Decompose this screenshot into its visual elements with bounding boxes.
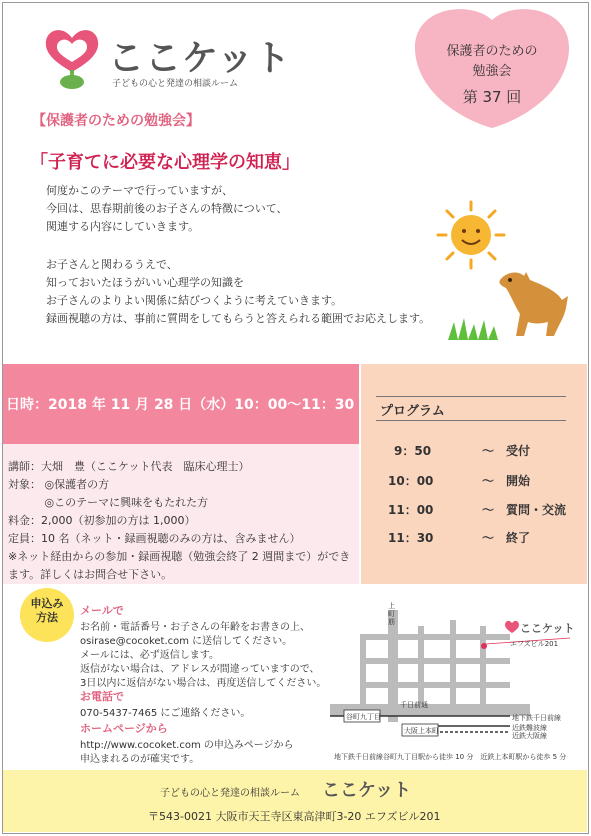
badge-session-number: 第 37 回: [462, 88, 522, 106]
program-rule-top: [376, 396, 566, 397]
dog-icon: [496, 266, 570, 338]
program-time: 10：00: [388, 474, 434, 488]
map-building: エフズビル201: [510, 640, 559, 648]
map-station-tanimachi: 谷町九丁目: [346, 713, 381, 721]
program-label: 質問・交流: [506, 503, 567, 517]
map-brand: ここケット: [520, 622, 575, 635]
map-street-vertical: 上町筋: [388, 602, 395, 626]
apply-mail-line: 返信がない場合は、アドレスが間違っていますので、: [80, 664, 320, 675]
detail-note-2: ます。詳しくはお問合せ下さい。: [8, 568, 173, 581]
apply-badge-line-1: 申込み: [30, 597, 64, 610]
program-time: 11：30: [388, 531, 434, 545]
map-caption: 地下鉄千日前線谷町九丁目駅から徒歩 10 分 近鉄上本町駅から徒歩 5 分: [334, 753, 567, 761]
intro-line: 今回は、思春期前後のお子さんの特徴について、: [46, 202, 288, 215]
logo-text: ここケット: [108, 38, 292, 79]
program-time: 9：50: [394, 444, 432, 458]
body-line: お子さんのよりよい関係に結びつくように考えていきます。: [46, 294, 343, 307]
apply-phone-heading: お電話で: [80, 690, 124, 703]
apply-web-heading: ホームページから: [80, 722, 168, 735]
apply-phone-line: 070-5437-7465 にご連絡ください。: [80, 708, 251, 719]
map-street-horizontal: 千日前通: [400, 701, 428, 709]
program-dash: 〜: [482, 503, 495, 517]
body-line: お子さんと関わるうえで、: [46, 258, 178, 271]
intro-paragraph: [46, 182, 288, 236]
map-station-uehonmachi: 大阪上本町: [404, 727, 439, 735]
apply-mail-line: osirase@cocoket.com に送信してください。: [80, 636, 293, 647]
event-type: 【保護者のための勉強会】: [32, 113, 200, 129]
grass-icon: [448, 318, 502, 340]
logo-heart-icon: [44, 26, 100, 90]
badge-line-2: 勉強会: [472, 64, 512, 79]
footer-address: 〒543-0021 大阪市天王寺区東高津町3-20 エフズビル201: [148, 810, 441, 823]
apply-web-line: 申込まれるのが確実です。: [80, 754, 200, 765]
program-label: 終了: [506, 531, 531, 545]
apply-mail-line: 3日以内に返信がない場合は、再度送信してください。: [80, 678, 327, 689]
map-line-osaka: 近鉄大阪線: [512, 732, 547, 740]
event-title: 「子育てに必要な心理学の知恵」: [30, 152, 300, 173]
program-label: 受付: [506, 444, 531, 458]
footer-subtitle: 子どもの心と発達の相談ルーム: [160, 788, 300, 799]
program-title: プログラム: [380, 404, 445, 419]
body-line: 知っておいたほうがいい心理学の知識を: [46, 276, 244, 289]
program-dash: 〜: [482, 444, 495, 458]
detail-note-1: ※ネット経由からの参加・録画視聴（勉強会終了 2 週間まで）ができ: [8, 550, 351, 563]
map-line-sennichimae: 地下鉄千日前線: [512, 714, 561, 722]
session-badge: [407, 6, 577, 130]
program-dash: 〜: [482, 474, 495, 488]
program-label: 開始: [506, 474, 531, 488]
detail-target-2: ◎このテーマに興味をもたれた方: [8, 496, 209, 509]
map-logo-heart-icon: [505, 620, 519, 634]
event-date: 日時：2018 年 11 月 28 日（水）10：00〜11：30: [6, 397, 355, 413]
body-paragraph: [46, 256, 430, 328]
apply-mail-line: メールには、必ず返信します。: [80, 650, 219, 661]
logo-subtitle: 子どもの心と発達の相談ルーム: [112, 79, 239, 89]
body-line: 録画視聴の方は、事前に質問をしてもらうと答えられる範囲でお応えします。: [46, 312, 431, 325]
apply-mail-line: お名前・電話番号・お子さんの年齢をお書きの上、: [80, 622, 310, 633]
apply-badge-label: [20, 597, 74, 625]
detail-fee: 料金：2,000（初参加の方は 1,000）: [8, 514, 196, 527]
map-line-namba: 近鉄難波線: [512, 724, 547, 732]
badge-line-1: 保護者のための: [446, 44, 538, 59]
program-rule-bottom: [376, 420, 566, 421]
intro-line: 関連する内容にしていきます。: [46, 220, 200, 233]
apply-badge-line-2: 方法: [36, 611, 58, 624]
intro-line: 何度かこのテーマで行っていますが、: [46, 184, 233, 197]
detail-target-1: 対象： ◎保護者の方: [8, 478, 110, 491]
apply-web-line: http://www.cocoket.com の申込みページから: [80, 740, 294, 751]
program-time: 11：00: [388, 503, 434, 517]
program-dash: 〜: [482, 531, 495, 545]
sun-icon: [436, 200, 506, 270]
detail-capacity: 定員：10 名（ネット・録画視聴のみの方は、含みません）: [8, 532, 301, 545]
apply-mail-heading: メールで: [80, 604, 124, 617]
detail-instructor: 講師：大畑 豊（ここケット代表 臨床心理士）: [8, 460, 250, 473]
footer-brand: ここケット: [322, 780, 412, 801]
